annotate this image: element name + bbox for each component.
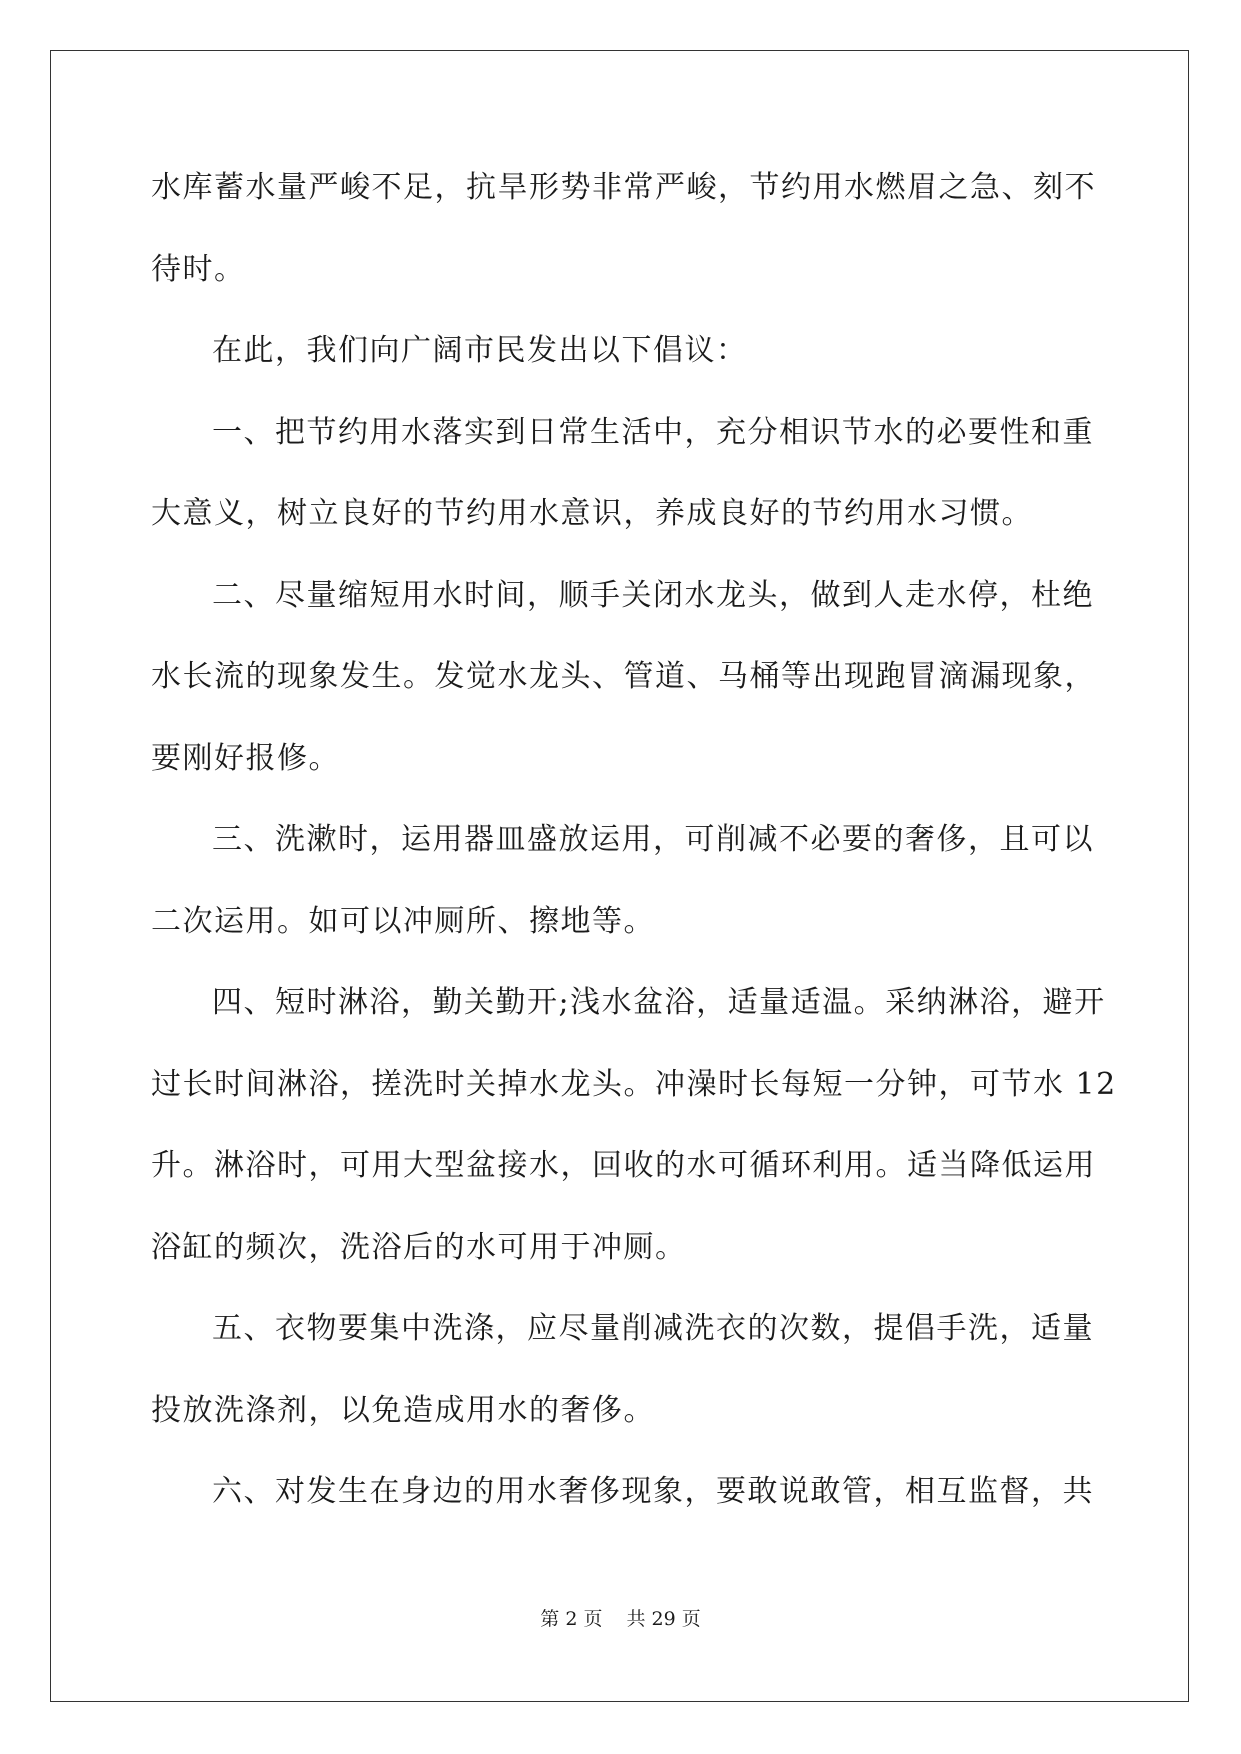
text-line: 水库蓄水量严峻不足，抗旱形势非常严峻，节约用水燃眉之急、刻不	[151, 170, 1096, 205]
text-line: 要刚好报修。	[151, 740, 340, 776]
text-line: 升。淋浴时，可用大型盆接水，回收的水可循环利用。适当降低运用	[151, 1148, 1096, 1183]
page-footer	[0, 1604, 1241, 1631]
text-line: 六、对发生在身边的用水奢侈现象，要敢说敢管，相互监督，共	[212, 1474, 1094, 1509]
text-line: 二次运用。如可以冲厕所、擦地等。	[151, 903, 655, 939]
text-line: 大意义，树立良好的节约用水意识，养成良好的节约用水习惯。	[151, 496, 1033, 531]
text-line: 投放洗涤剂，以免造成用水的奢侈。	[151, 1392, 655, 1428]
text-line: 浴缸的频次，洗浴后的水可用于冲厕。	[151, 1229, 687, 1265]
text-line: 三、洗漱时，运用器皿盛放运用，可削减不必要的奢侈，且可以	[212, 822, 1094, 857]
text-line: 二、尽量缩短用水时间，顺手关闭水龙头，做到人走水停，杜绝	[212, 577, 1094, 613]
text-line: 过长时间淋浴，搓洗时关掉水龙头。冲澡时长每短一分钟，可节水 12	[151, 1066, 1117, 1102]
document-body	[151, 158, 1117, 1544]
page-total: 共 29 页	[626, 1608, 701, 1630]
text-line: 五、衣物要集中洗涤，应尽量削减洗衣的次数，提倡手洗，适量	[212, 1311, 1094, 1346]
text-line: 在此，我们向广阔市民发出以下倡议：	[212, 333, 748, 368]
page-number: 第 2 页	[540, 1608, 603, 1630]
text-line: 水长流的现象发生。发觉水龙头、管道、马桶等出现跑冒滴漏现象，	[151, 659, 1096, 694]
text-line: 待时。	[151, 251, 246, 287]
text-line: 四、短时淋浴，勤关勤开;浅水盆浴，适量适温。采纳淋浴，避开	[212, 985, 1106, 1020]
text-line: 一、把节约用水落实到日常生活中，充分相识节水的必要性和重	[212, 414, 1094, 450]
